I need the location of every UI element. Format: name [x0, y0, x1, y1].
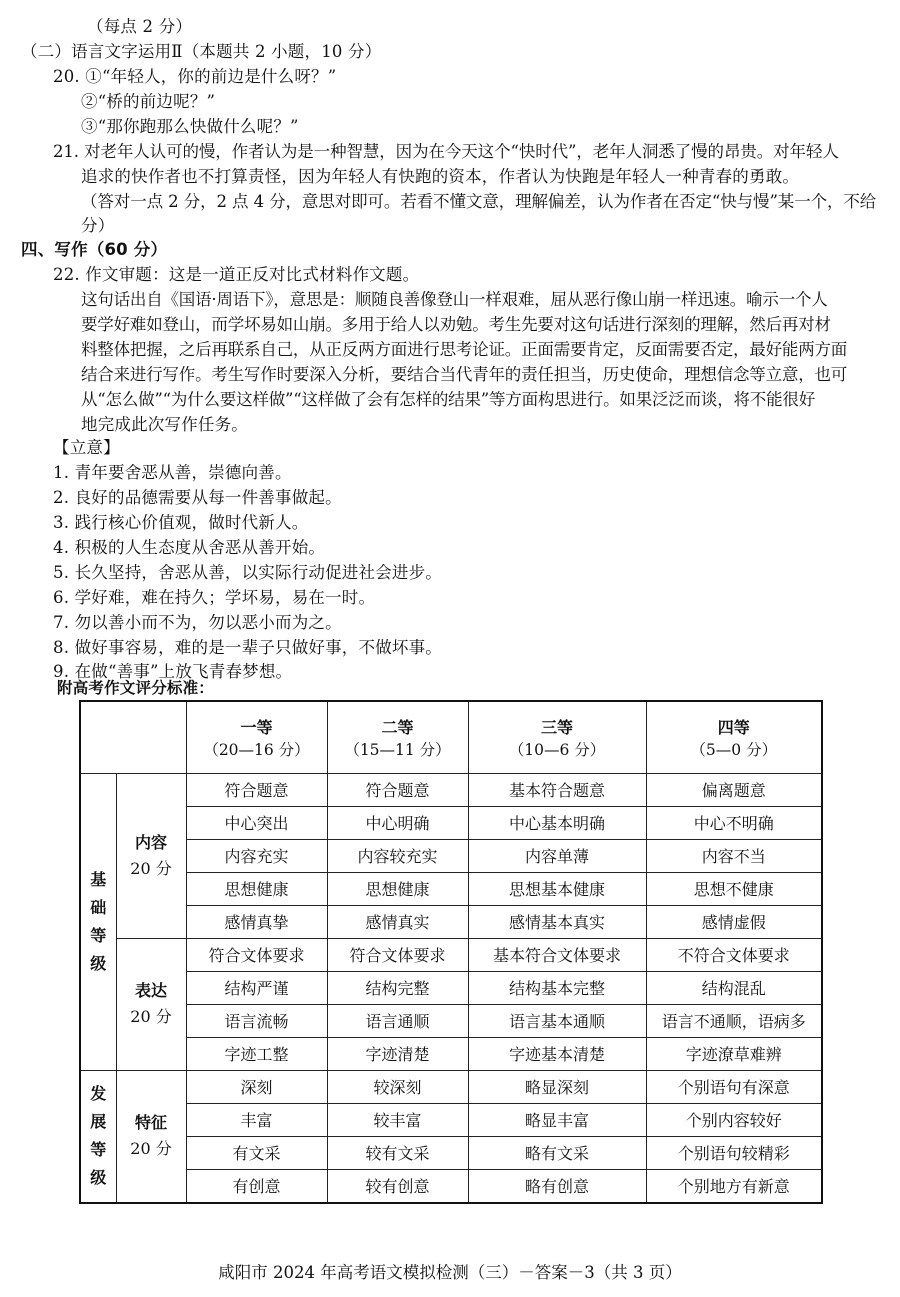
table-cell: 字迹基本清楚	[468, 1037, 646, 1070]
table-row	[80, 1037, 822, 1070]
table-row	[80, 938, 822, 971]
table-row	[80, 971, 822, 1004]
table-cell: 略有文采	[468, 1136, 646, 1169]
q22-para-line-1: 这句话出自《国语·周语下》，意思是：顺随良善像登山一样艰难，屈从恶行像山崩一样迅速。喻示一个人	[81, 290, 828, 309]
table-cell: 略显深刻	[468, 1070, 646, 1103]
table-cell: 思想不健康	[646, 872, 822, 905]
table-cell: 结构完整	[327, 971, 468, 1004]
theme-item: 7. 勿以善小而不为，勿以恶小而为之。	[53, 613, 342, 632]
table-cell: 结构混乱	[646, 971, 822, 1004]
table-cell: 个别地方有新意	[646, 1169, 822, 1203]
table-cell: 内容不当	[646, 839, 822, 872]
table-cell: 感情基本真实	[468, 905, 646, 938]
table-cell: 结构基本完整	[468, 971, 646, 1004]
theme-item: 9. 在做“善事”上放飞青春梦想。	[53, 662, 293, 681]
table-cell: 有文采	[186, 1136, 327, 1169]
table-cell: 中心突出	[186, 806, 327, 839]
table-cell: 思想健康	[186, 872, 327, 905]
table-cell: 语言流畅	[186, 1004, 327, 1037]
table-cell: 中心基本明确	[468, 806, 646, 839]
theme-item: 6. 学好难，难在持久；学坏易，易在一时。	[53, 588, 376, 607]
table-row	[80, 872, 822, 905]
table-cell: 语言不通顺，语病多	[646, 1004, 822, 1037]
table-cell: 内容单薄	[468, 839, 646, 872]
q20-answer-2: ②“桥的前边呢？”	[81, 92, 216, 111]
header-grade-2: 二等 （15—11 分）	[327, 701, 468, 773]
grading-standard-caption: 附高考作文评分标准：	[57, 679, 215, 697]
table-cell: 丰富	[186, 1103, 327, 1136]
table-cell: 感情真实	[327, 905, 468, 938]
table-cell: 感情虚假	[646, 905, 822, 938]
header-grade-3: 三等 （10—6 分）	[468, 701, 646, 773]
table-cell: 字迹清楚	[327, 1037, 468, 1070]
table-cell: 有创意	[186, 1169, 327, 1203]
table-cell: 偏离题意	[646, 773, 822, 806]
table-cell: 语言基本通顺	[468, 1004, 646, 1037]
table-cell: 思想基本健康	[468, 872, 646, 905]
table-cell: 个别语句较精彩	[646, 1136, 822, 1169]
table-cell: 深刻	[186, 1070, 327, 1103]
table-cell: 个别语句有深意	[646, 1070, 822, 1103]
header-grade-1: 一等 （20—16 分）	[186, 701, 327, 773]
table-cell: 较深刻	[327, 1070, 468, 1103]
table-row	[80, 773, 822, 806]
table-row	[80, 1070, 822, 1103]
header-grade-4: 四等 （5—0 分）	[646, 701, 822, 773]
q21-scoring-line-2: 分）	[81, 216, 115, 235]
table-cell: 字迹工整	[186, 1037, 327, 1070]
section-heading-writing: 四、写作（60 分）	[21, 240, 168, 259]
q22-para-line-5: 从“怎么做”“为什么要这样做”“这样做了会有怎样的结果”等方面构思进行。如果泛泛而谈，将不能很好	[81, 390, 816, 409]
q22-intro: 22. 作文审题：这是一道正反对比式材料作文题。	[53, 265, 420, 284]
table-row	[80, 1169, 822, 1203]
q22-para-line-3: 料整体把握，之后再联系自己，从正反两方面进行思考论证。正面需要肯定，反面需要否定，最好能两方面	[81, 340, 848, 359]
table-cell: 字迹潦草难辨	[646, 1037, 822, 1070]
table-row	[80, 839, 822, 872]
table-cell: 基本符合文体要求	[468, 938, 646, 971]
content-category: 内容 20 分	[116, 773, 186, 938]
page-footer: 咸阳市 2024 年高考语文模拟检测（三）－答案－3（共 3 页）	[218, 1263, 682, 1282]
table-cell: 结构严谨	[186, 971, 327, 1004]
theme-item: 5. 长久坚持，舍恶从善，以实际行动促进社会进步。	[53, 563, 442, 582]
q20-answer-3: ③“那你跑那么快做什么呢？”	[81, 117, 299, 136]
table-cell: 较有文采	[327, 1136, 468, 1169]
theme-heading: 【立意】	[53, 438, 120, 457]
table-cell: 不符合文体要求	[646, 938, 822, 971]
theme-item: 3. 践行核心价值观，做时代新人。	[53, 513, 309, 532]
table-cell: 感情真挚	[186, 905, 327, 938]
table-cell: 符合题意	[186, 773, 327, 806]
development-level-label: 发 展 等 级	[80, 1070, 116, 1203]
theme-item: 4. 积极的人生态度从舍恶从善开始。	[53, 538, 326, 557]
corner-cell	[80, 701, 186, 773]
table-row	[80, 1004, 822, 1037]
expression-category: 表达 20 分	[116, 938, 186, 1070]
table-row	[80, 1136, 822, 1169]
q21-scoring-line-1: （答对一点 2 分，2 点 4 分，意思对即可。若看不懂文意，理解偏差，认为作者在否定“快与慢”某一个，不给	[81, 192, 877, 211]
table-cell: 个别内容较好	[646, 1103, 822, 1136]
theme-item: 1. 青年要舍恶从善，崇德向善。	[53, 463, 292, 482]
q22-para-line-6: 地完成此次写作任务。	[81, 415, 248, 434]
table-header-row	[80, 701, 822, 773]
theme-item: 2. 良好的品德需要从每一件善事做起。	[53, 488, 342, 507]
table-cell: 符合文体要求	[186, 938, 327, 971]
table-cell: 中心明确	[327, 806, 468, 839]
feature-category: 特征 20 分	[116, 1070, 186, 1203]
table-cell: 内容较充实	[327, 839, 468, 872]
table-row	[80, 1103, 822, 1136]
table-cell: 略有创意	[468, 1169, 646, 1203]
q20-answer-1: 20. ①“年轻人，你的前边是什么呀？”	[53, 67, 337, 86]
grading-standard-table	[79, 700, 823, 1204]
theme-item: 8. 做好事容易，难的是一辈子只做好事，不做坏事。	[53, 638, 442, 657]
table-cell: 符合文体要求	[327, 938, 468, 971]
table-cell: 较有创意	[327, 1169, 468, 1203]
table-cell: 较丰富	[327, 1103, 468, 1136]
q22-para-line-4: 结合来进行写作。考生写作时要深入分析，要结合当代青年的责任担当，历史使命，理想信念等立意，也可	[81, 365, 848, 384]
scoring-note: （每点 2 分）	[87, 17, 193, 36]
q22-para-line-2: 要学好难如登山，而学坏易如山崩。多用于给人以劝勉。考生先要对这句话进行深刻的理解，然后再对材	[81, 315, 831, 334]
table-row	[80, 905, 822, 938]
basic-level-label: 基 础 等 级	[80, 773, 116, 1070]
table-row	[80, 806, 822, 839]
table-cell: 略显丰富	[468, 1103, 646, 1136]
section-heading-language-use: （二）语言文字运用Ⅱ（本题共 2 小题，10 分）	[21, 42, 382, 61]
q21-answer-line-1: 21. 对老年人认可的慢，作者认为是一种智慧，因为在今天这个“快时代”，老年人洞悉了慢的昂贵。对年轻人	[53, 142, 839, 161]
q21-answer-line-2: 追求的快作者也不打算责怪，因为年轻人有快跑的资本，作者认为快跑是年轻人一种青春的勇敢。	[81, 167, 800, 186]
table-cell: 基本符合题意	[468, 773, 646, 806]
table-cell: 内容充实	[186, 839, 327, 872]
table-cell: 符合题意	[327, 773, 468, 806]
table-cell: 语言通顺	[327, 1004, 468, 1037]
table-cell: 中心不明确	[646, 806, 822, 839]
table-cell: 思想健康	[327, 872, 468, 905]
